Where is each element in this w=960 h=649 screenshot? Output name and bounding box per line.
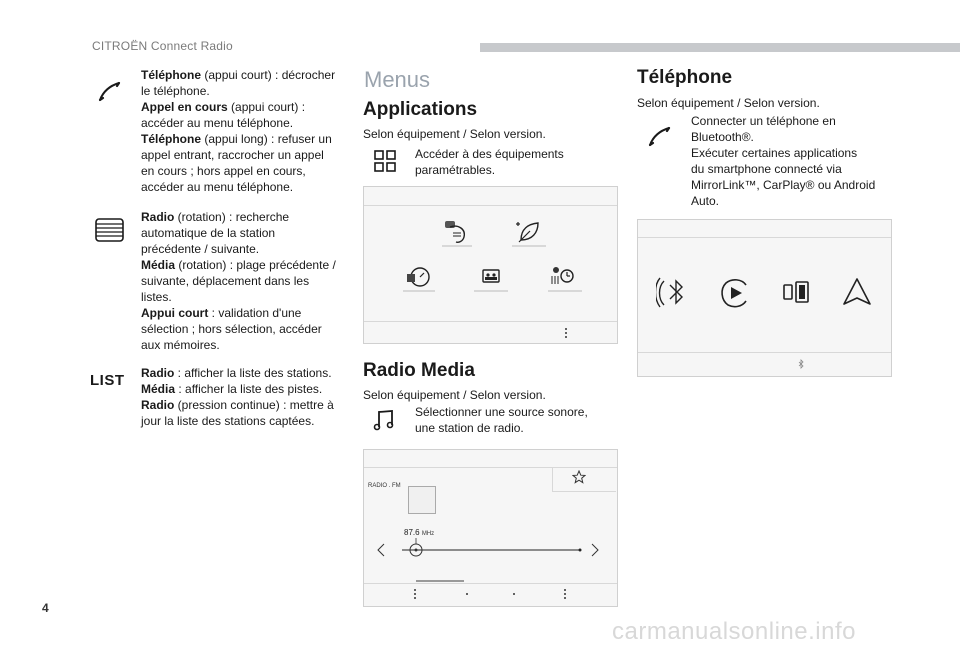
carplay-icon [718,277,752,309]
applications-title: Applications [363,99,478,120]
text-line: listes. [141,290,172,304]
radio-bottom-bar [364,587,617,603]
header-title: CITROËN Connect Radio [92,39,233,53]
text-line: accéder au menu téléphone. [141,116,294,130]
tuning-slider[interactable] [376,538,606,562]
telephone-desc: Connecter un téléphone en Bluetooth®. Exécuter certaines applications du smartphone connecté via MirrorLink™, CarPlay® ou Android Auto. [691,114,876,208]
page-number: 4 [42,601,49,615]
more-options-icon [564,327,568,339]
connected-apps-icon [442,219,472,247]
applications-screen [363,186,618,344]
text-line: Radio : afficher la liste des stations. [141,366,332,380]
android-auto-icon [840,276,874,308]
applications-intro: Selon équipement / Selon version. [363,127,546,141]
text-line: Appel en cours (appui court) : [141,100,306,114]
text-line: automatique de la station [141,226,276,240]
text-line: appel entrant, raccrocher un appel [141,148,324,162]
menus-title: Menus [364,67,431,92]
header-bar [480,43,960,52]
phone-block [141,67,346,195]
text-line: le téléphone. [141,84,210,98]
text-line: aux mémoires. [141,338,220,352]
bluetooth-status-icon [798,359,804,369]
photos-icon [474,264,508,292]
left-text-column [141,67,346,439]
text-line: Média : afficher la liste des pistes. [141,382,323,396]
station-artwork [408,486,436,514]
text-line: Radio (pression continue) : mettre à [141,398,334,412]
phone-icon [648,126,674,148]
radio-media-desc: Sélectionner une source sonore, une station de radio. [415,405,588,435]
music-note-icon [372,408,396,432]
favorite-star-icon [572,470,586,484]
watermark: carmanualsonline.info [612,618,856,645]
rotary-knob-icon [94,216,126,244]
text-line: Appui court : validation d'une [141,306,302,320]
text-line: Téléphone (appui long) : refuser un [141,132,332,146]
text-line: Radio (rotation) : recherche [141,210,290,224]
next-chevron-icon [592,544,598,556]
radio-screen [363,449,618,607]
driving-functions-icon [401,264,435,292]
list-button-label: LIST [90,372,125,389]
radio-media-intro: Selon équipement / Selon version. [363,388,546,402]
previous-chevron-icon [378,544,384,556]
text-line: suivante, déplacement dans les [141,274,310,288]
phone-icon [98,81,124,103]
heating-timer-icon [548,264,582,292]
text-line: jour la liste des stations captées. [141,414,315,428]
text-line: Téléphone (appui court) : décrocher [141,68,336,82]
list-block [141,365,346,429]
telephone-intro: Selon équipement / Selon version. [637,96,820,110]
frequency-readout: 87.6 MHz [404,528,435,537]
apps-grid-icon [374,150,396,172]
text-line: sélection ; hors sélection, accéder [141,322,322,336]
radio-band-label: RADIO . FM [368,483,401,489]
eco-leaf-icon [512,219,546,247]
radio-media-title: Radio Media [363,360,475,381]
telephone-screen [637,219,892,377]
text-line: précédente / suivante. [141,242,260,256]
mirrorlink-icon [780,279,814,307]
text-line: en cours ; hors appel en cours, [141,164,306,178]
bluetooth-icon [656,275,696,311]
text-line: accéder au menu téléphone. [141,180,294,194]
telephone-title: Téléphone [637,67,733,88]
text-line: Média (rotation) : plage précédente / [141,258,336,272]
knob-block [141,209,346,353]
applications-desc: Accéder à des équipements paramétrables. [415,147,564,177]
